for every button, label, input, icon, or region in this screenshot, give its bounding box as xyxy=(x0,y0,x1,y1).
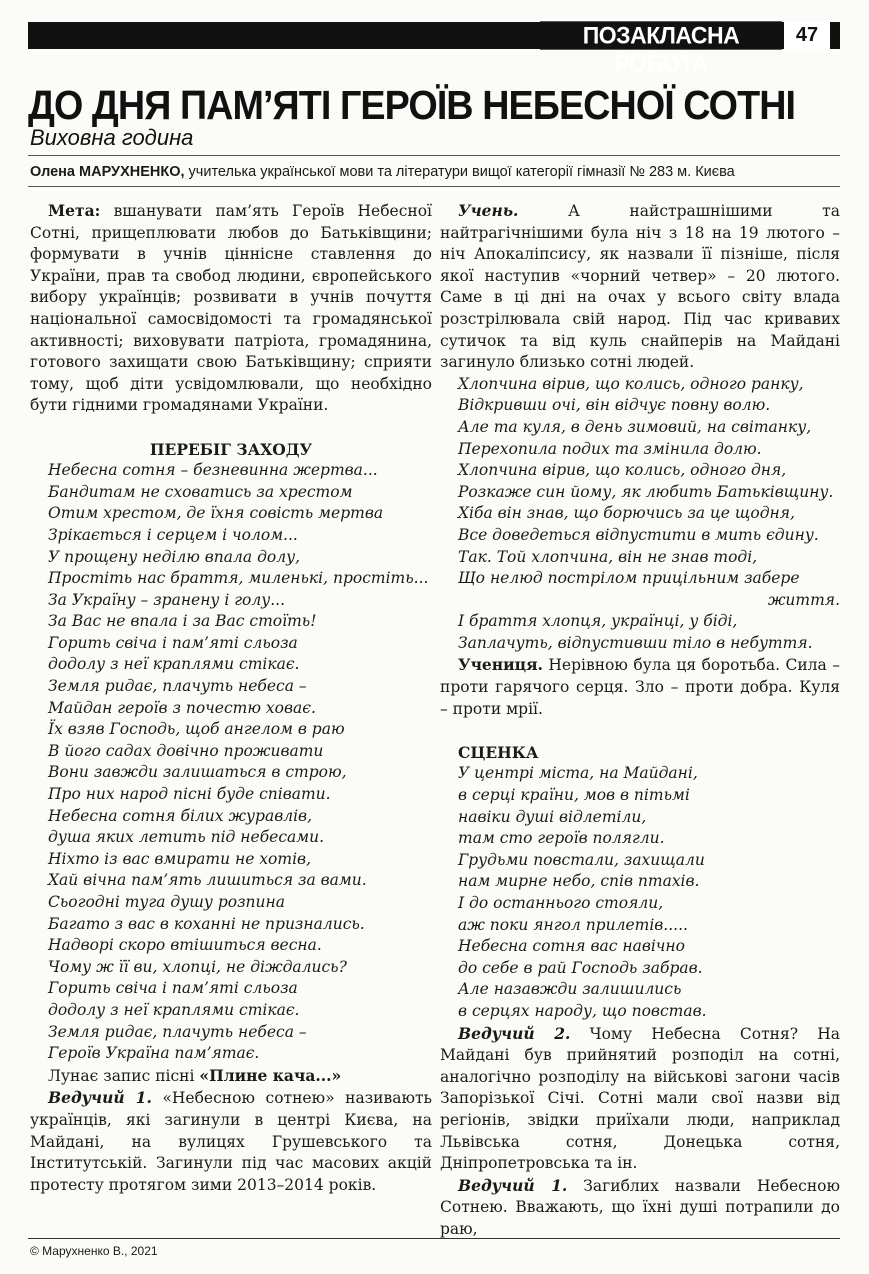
poem-line: там сто героїв полягли. xyxy=(458,829,665,848)
speaker-text: Чому Небесна Сотня? На Майдані був прийнятий розподіл на сотні, аналогічно розподілу на військові загони часів Запорізької Січі. Сотні мали свої назви від регіонів, звідки приїхали люди, наприклад Львівська сотня, Донецька сотня, Дніпропетровська та ін. xyxy=(440,1024,840,1173)
speaker-text: «Небесною сотнею» називають українців, які загинули в центрі Києва, на Майдані, на вулицях Грушевського та Інститутській. Загинули під час масових акцій протесту протягом зими 2013–2014 років. xyxy=(30,1089,432,1194)
copyright: © Марухненко В., 2021 xyxy=(30,1244,158,1258)
poem-line: Небесна сотня – безневинна жертва... xyxy=(48,461,378,480)
speaker-text: А найстрашнішими та найтрагічнішими була ніч з 18 на 19 лютого – ніч Апокаліпсису, як назвали її пізніше, після якої наступив «чорний четвер» – 20 лютого. Саме в ці дні на очах у всього світу влада розстрілювала свій народ. Під час кривавих сутичок та від куль снайперів на Майдані загинуло близько сотні людей. xyxy=(440,202,840,372)
host1-paragraph xyxy=(30,1087,432,1196)
poem-line: Горить свіча і пам’яті сльоза xyxy=(48,633,298,652)
poem-line: Зрікається і серцем і чолом... xyxy=(48,525,298,544)
poem-line: І до останнього стояли, xyxy=(458,894,664,912)
poem-line: Чому ж її ви, хлопці, не діждались? xyxy=(48,957,347,976)
poem-line: Грудьми повстали, захищали xyxy=(458,850,705,869)
song-title: «Плине кача...» xyxy=(199,1065,342,1085)
poem-line: Бандитам не сховатись за хрестом xyxy=(48,482,353,501)
poem-line: Горить свіча і пам’яті сльоза xyxy=(48,979,298,998)
scene-heading: СЦЕНКА xyxy=(458,742,539,762)
poem-line: Майдан героїв з почестю ховає. xyxy=(48,698,316,717)
right-column xyxy=(440,200,840,1241)
poem-line: аж поки янгол прилетів..... xyxy=(458,915,688,934)
footer-divider xyxy=(28,1238,840,1239)
poem-line: до себе в рай Господь забрав. xyxy=(458,958,703,977)
poem-line: Хіба він знав, що борючись за це щодня, xyxy=(458,504,795,523)
poem-line: Заплачуть, відпустивши тіло в небуття. xyxy=(458,633,813,652)
goal-label: Мета: xyxy=(48,201,101,220)
poem-line: Ніхто із вас вмирати не хотів, xyxy=(48,849,311,868)
spacer xyxy=(30,417,432,439)
article-subtitle: Виховна година xyxy=(30,125,194,150)
poem-line: Все доведеться відпустити в мить єдину. xyxy=(458,525,819,544)
goal-paragraph xyxy=(30,200,432,417)
poem-line: Небесна сотня білих журавлів, xyxy=(48,806,312,825)
poem xyxy=(440,763,840,1022)
poem-line: У центрі міста, на Майдані, xyxy=(458,764,698,783)
poem-line: Але назавжди залишились xyxy=(458,980,682,999)
poem-line: Героїв Україна пам’ятає. xyxy=(48,1044,260,1063)
poem-line: Перехопила подих та змінила долю. xyxy=(458,439,762,458)
poem-line: Розкаже син йому, як любить Батьківщину. xyxy=(458,482,834,501)
speaker-label: Учениця. xyxy=(458,655,543,675)
poem-line: Хлопчина вірив, що колись, одного дня, xyxy=(458,461,787,480)
speaker-label: Учень. xyxy=(458,201,519,220)
spacer xyxy=(440,720,840,742)
poem-line: Так. Той хлопчина, він не знав тоді, xyxy=(458,547,758,566)
poem-line: життя. xyxy=(767,590,840,609)
poem-line: Але та куля, в день зимовий, на світанку, xyxy=(458,417,812,436)
poem-line: Хай вічна пам’ять лишиться за вами. xyxy=(48,871,367,890)
poem-line: У прощену неділю впала долу, xyxy=(48,547,301,566)
poem-line: Хлопчина вірив, що колись, одного ранку, xyxy=(458,374,804,393)
host1-paragraph xyxy=(440,1175,840,1241)
poem-line: І браття хлопця, українці, у біді, xyxy=(458,612,738,631)
author-name: Олена МАРУХНЕНКО, xyxy=(30,164,185,180)
poem-line: Що нелюд пострілом прицільним забере xyxy=(458,569,800,588)
poem-line: Земля ридає, плачуть небеса – xyxy=(48,677,307,696)
poem-line: Сьогодні туга душу розпина xyxy=(48,893,285,911)
song-text: Лунає запис пісні xyxy=(48,1066,200,1085)
poem-line: Отим хрестом, де їхня совість мертва xyxy=(48,504,384,523)
divider xyxy=(28,155,840,156)
byline xyxy=(30,162,840,182)
speaker-label: Ведучий 1. xyxy=(48,1088,152,1108)
song-line xyxy=(30,1065,432,1088)
speaker-text: Нерівною була ця боротьба. Сила – проти гарячого серця. Зло – проти добра. Куля – проти мрії. xyxy=(440,656,840,718)
poem-line: Надворі скоро втішиться весна. xyxy=(48,936,322,955)
poem-line: в серці країни, мов в пітьмі xyxy=(458,786,690,805)
poem-line: Багато з вас в коханні не признались. xyxy=(48,914,365,933)
divider xyxy=(28,186,840,187)
author-description: учителька української мови та літератури вищої категорії гімназії № 283 м. Києва xyxy=(184,164,735,180)
poem-line: Вони завжди залишаться в строю, xyxy=(48,763,347,782)
left-column xyxy=(30,200,432,1196)
host2-paragraph xyxy=(440,1023,840,1175)
poem xyxy=(440,374,840,590)
poem-line: Відкривши очі, він відчує повну волю. xyxy=(458,396,771,415)
article-title: ДО ДНЯ ПАМ’ЯТІ ГЕРОЇВ НЕБЕСНОЇ СОТНІ xyxy=(28,82,796,128)
poem-line: Про них народ пісні буде співати. xyxy=(48,785,331,804)
poem-line: нам мирне небо, спів птахів. xyxy=(458,872,700,891)
poem-line: в серцях народу, що повстав. xyxy=(458,1001,707,1020)
section-label: ПОЗАКЛАСНА РОБОТА xyxy=(540,21,782,49)
goal-text: вшанувати пам’ять Героїв Небесної Сотні, прищеплювати любов до Батьківщини; формувати в учнів ціннісне ставлення до України, прав та свобод людини, європейського вибору українців; розвивати в учнів почуття національної самосвідомості та громадянської активності; виховувати патріота, громадянина, готового захищати свою Батьківщину; сприяти тому, щоб діти усвідомлювали, що необхідно бути гідними громадянами України. xyxy=(30,202,432,415)
poem xyxy=(30,460,432,1065)
poem-line: Небесна сотня вас навічно xyxy=(458,937,685,956)
poem-line: В його садах довічно проживати xyxy=(48,741,324,760)
poem xyxy=(440,611,840,654)
page-number: 47 xyxy=(784,22,830,49)
poem-line: Простіть нас браття, миленькі, простіть... xyxy=(48,569,429,588)
student-paragraph xyxy=(440,200,840,374)
poem-line: Земля ридає, плачуть небеса – xyxy=(48,1022,307,1041)
section-heading: ПЕРЕБІГ ЗАХОДУ xyxy=(149,439,313,459)
student2-paragraph xyxy=(440,654,840,720)
poem-line: За Вас не впала і за Вас стоїть! xyxy=(48,612,317,631)
poem-line: додолу з неї краплями стікає. xyxy=(48,1000,300,1019)
poem-line: навіки душі відлетіли, xyxy=(458,807,647,826)
speaker-label: Ведучий 2. xyxy=(458,1023,571,1043)
poem-line: За Україну – зранену і голу... xyxy=(48,590,286,609)
poem-line: додолу з неї краплями стікає. xyxy=(48,655,300,674)
speaker-label: Ведучий 1. xyxy=(458,1175,568,1195)
speaker-text: Загиблих назвали Небесною Сотнею. Вважають, що їхні душі потрапили до раю, xyxy=(440,1176,840,1238)
poem-line: душа яких летить під небесами. xyxy=(48,828,325,847)
poem-line: Їх взяв Господь, щоб ангелом в раю xyxy=(48,720,345,739)
